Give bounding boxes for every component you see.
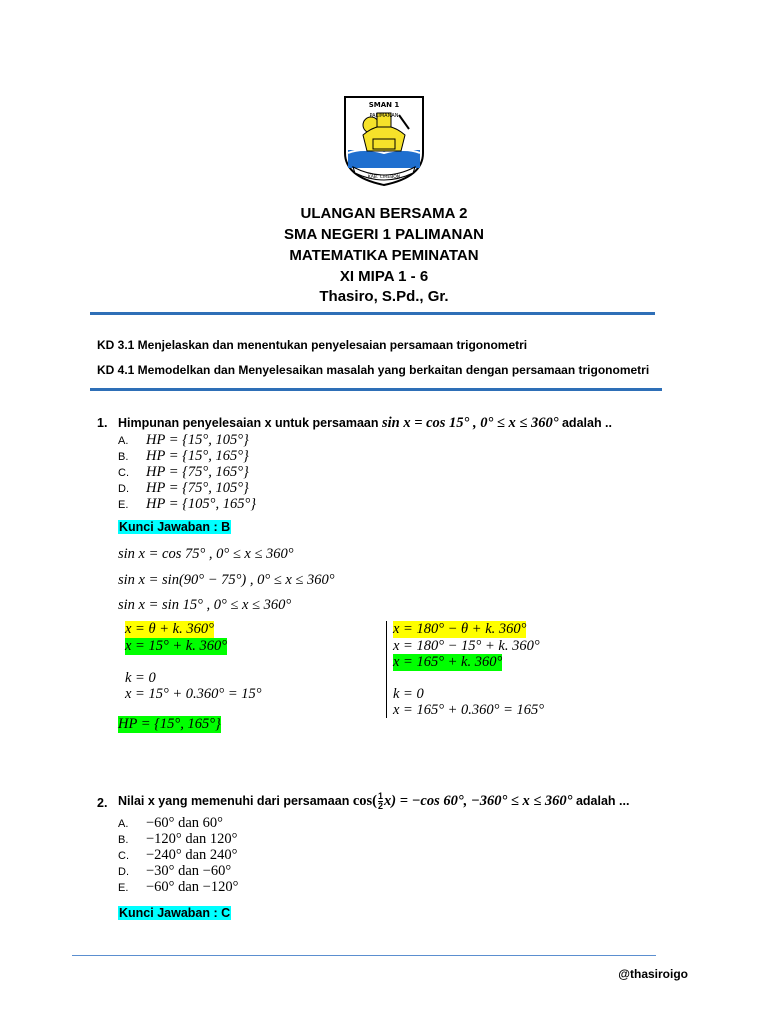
q1-right-general: x = 180° − θ + k. 360° [393,621,527,637]
q1-step-3: sin x = sin 15° , 0° ≤ x ≤ 360° [118,597,292,613]
q1-option-b[interactable]: B. HP = {15°, 165°} [118,448,249,464]
q1-left-general: x = θ + k. 360° [125,621,214,637]
teacher-name: Thasiro, S.Pd., Gr. [319,288,449,305]
kd-4-1: KD 4.1 Memodelkan dan Menyelesaikan masalah yang berkaitan dengan persamaan trigonometri [97,363,650,377]
footer-divider [72,955,656,956]
q2-prompt: Nilai x yang memenuhi dari persamaan cos( $\frac{1}{2}$ x) = −cos 60°, −360° ≤ x ≤ 360° adalah ... [118,791,630,811]
q1-option-a[interactable]: A. HP = {15°, 105°} [118,432,249,448]
q1-solution-set: HP = {15°, 165°} [118,716,221,732]
logo-mid-text: PALIMANAN [369,113,399,119]
q1-option-e[interactable]: E. HP = {105°, 165°} [118,496,257,512]
subject-name: MATEMATIKA PEMINATAN [289,247,479,264]
q1-column-divider [386,621,387,718]
exam-title: ULANGAN BERSAMA 2 [300,205,468,222]
q1-right-substitute: x = 180° − 15° + k. 360° [393,638,540,654]
school-name: SMA NEGERI 1 PALIMANAN [283,226,484,243]
q2-option-d[interactable]: D. −30° dan −60° [118,863,232,879]
q2-option-c[interactable]: C. −240° dan 240° [118,847,238,863]
footer-handle: @thasiroigo [618,967,688,981]
logo-bottom-text: KAB. CIREBON [367,175,401,180]
q2-fraction: $\frac{1}{2}$ [378,791,384,811]
q2-cos: cos [352,792,373,809]
q1-right-k: k = 0 [393,686,424,702]
q2-number: 2. [97,796,108,810]
q1-text-before: Himpunan penyelesaian x untuk persamaan [118,416,379,430]
q1-option-c[interactable]: C. HP = {75°, 165°} [118,464,249,480]
kd-divider [90,388,662,391]
q1-text-after: adalah .. [561,416,613,430]
q2-option-e[interactable]: E. −60° dan −120° [118,879,239,895]
q1-prompt [118,415,612,432]
q1-option-d[interactable]: D. HP = {75°, 105°} [118,480,249,496]
header-divider [90,312,655,315]
q2-equation: x) = −cos 60°, −360° ≤ x ≤ 360° [384,792,573,809]
q1-step-2: sin x = sin(90° − 75°) , 0° ≤ x ≤ 360° [118,572,335,588]
kd-3-1: KD 3.1 Menjelaskan dan menentukan penyelesaian persamaan trigonometri [97,338,528,352]
class-name: XI MIPA 1 - 6 [339,268,429,285]
q1-right-solution: x = 165° + k. 360° [393,654,503,670]
q1-equation: sin x = cos 15° , 0° ≤ x ≤ 360° [381,415,559,431]
q1-number: 1. [97,416,108,430]
q2-text-before: Nilai x yang memenuhi dari persamaan [118,793,350,808]
q1-left-k: k = 0 [125,670,156,686]
logo-top-text: SMAN 1 [368,101,400,109]
q2-option-b[interactable]: B. −120° dan 120° [118,831,238,847]
school-logo [343,95,425,187]
q2-option-a[interactable]: A. −60° dan 60° [118,815,223,831]
q1-left-solution: x = 15° + k. 360° [125,638,228,654]
q2-answer-key: Kunci Jawaban : C [119,906,231,920]
q1-step-1: sin x = cos 75° , 0° ≤ x ≤ 360° [118,546,294,562]
q1-left-result: x = 15° + 0.360° = 15° [125,686,262,702]
q2-text-after: adalah ... [575,793,630,808]
q1-right-result: x = 165° + 0.360° = 165° [393,702,545,718]
q1-answer-key: Kunci Jawaban : B [119,520,231,534]
